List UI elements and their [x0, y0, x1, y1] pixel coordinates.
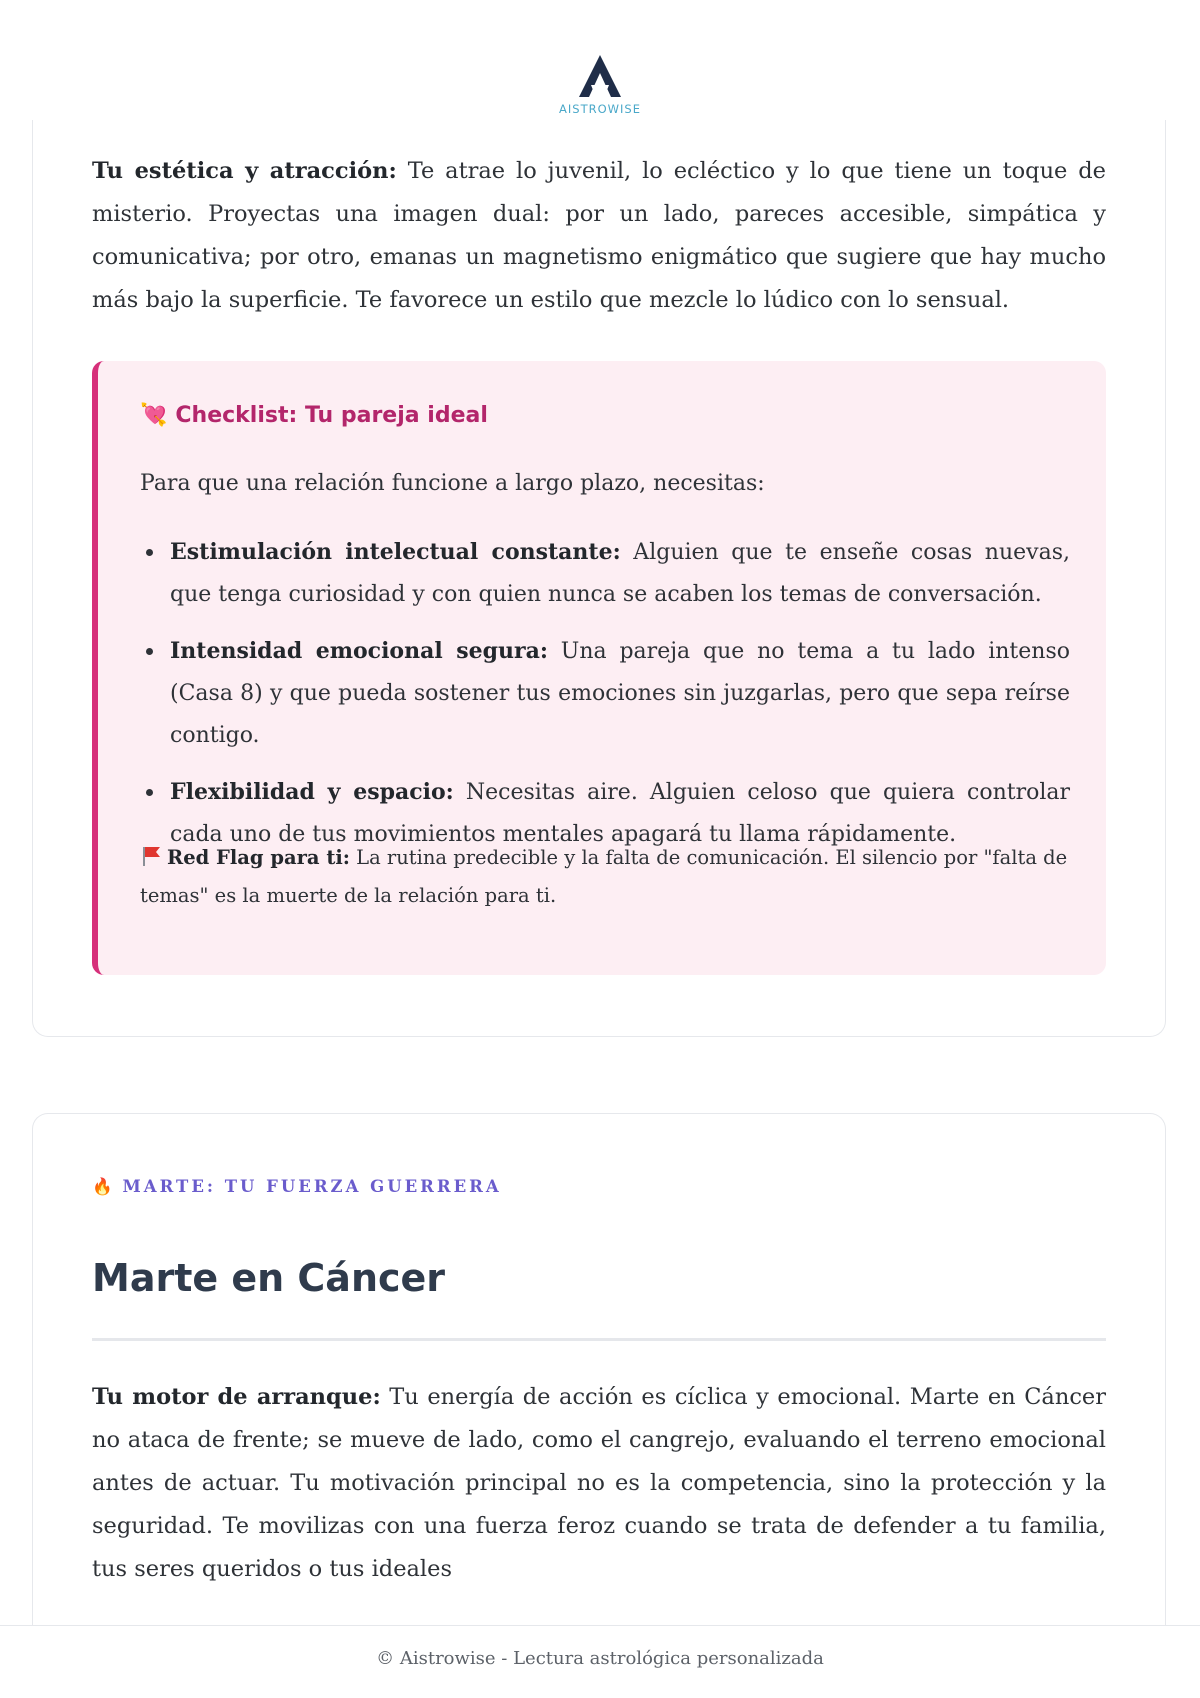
aesthetic-label: Tu estética y atracción: [92, 158, 397, 184]
list-item-text: Necesitas aire. Alguien celoso que quiera controlar cada uno de tus movimientos mentales apagará tu llama rápidamente. [170, 780, 1071, 847]
logo-a-icon [574, 52, 626, 100]
checklist-intro: Para que una relación funcione a largo plazo, necesitas: [140, 471, 765, 496]
red-flag-label: Red Flag para ti: [167, 846, 350, 869]
brand-name: AISTROWISE [559, 102, 641, 116]
footer-text: © Aistrowise - Lectura astrológica personalizada [376, 1648, 824, 1669]
motor-paragraph [92, 1376, 1106, 1591]
eyebrow-text: MARTE: TU FUERZA GUERRERA [122, 1177, 502, 1196]
motor-text: Tu energía de acción es cíclica y emocional. Marte en Cáncer no ataca de frente; se mueve de lado, como el cangrejo, evaluando el terreno emocional antes de actuar. Tu motivación principal no es la competencia, sino la protección y la seguridad. Te movilizas con una fuerza feroz cuando se trata de defender a tu familia, tus seres queridos o tus ideales [92, 1384, 1106, 1582]
brand-logo[interactable] [0, 52, 1200, 116]
heart-arrow-icon: 💘 [140, 403, 168, 428]
section-title: Marte en Cáncer [92, 1256, 446, 1300]
page-footer [0, 1625, 1200, 1698]
section-eyebrow [92, 1177, 502, 1197]
red-flag-text: La rutina predecible y la falta de comunicación. El silencio por "falta de temas" es la muerte de la relación para ti. [140, 846, 1068, 907]
list-item-text: Alguien que te enseñe cosas nuevas, que tenga curiosidad y con quien nunca se acaben los temas de conversación. [170, 540, 1070, 607]
list-item [140, 630, 1070, 757]
checklist-items [140, 531, 1070, 870]
list-item-label: Estimulación intelectual constante: [170, 539, 621, 565]
aesthetic-paragraph [92, 150, 1106, 322]
checklist-title [140, 403, 488, 428]
ideal-partner-checklist [92, 361, 1106, 975]
list-item-text: Una pareja que no tema a tu lado intenso (Casa 8) y que pueda sostener tus emociones sin juzgarlas, pero que sepa reírse contigo. [170, 639, 1070, 748]
fire-icon: 🔥 [92, 1177, 113, 1196]
list-item-label: Flexibilidad y espacio: [170, 779, 454, 805]
title-divider [92, 1338, 1106, 1341]
checklist-title-text: Checklist: Tu pareja ideal [175, 403, 488, 428]
motor-label: Tu motor de arranque: [92, 1384, 381, 1410]
aesthetic-text: Te atrae lo juvenil, lo ecléctico y lo que tiene un toque de misterio. Proyectas una imagen dual: por un lado, pareces accesible, simpática y comunicativa; por otro, emanas un magnetismo enigmático que sugiere que hay mucho más bajo la superficie. Te favorece un estilo que mezcle lo lúdico con lo sensual. [92, 158, 1106, 313]
list-item-label: Intensidad emocional segura: [170, 638, 548, 664]
red-flag-icon [140, 845, 162, 867]
red-flag-note [140, 839, 1070, 915]
list-item [140, 531, 1070, 616]
